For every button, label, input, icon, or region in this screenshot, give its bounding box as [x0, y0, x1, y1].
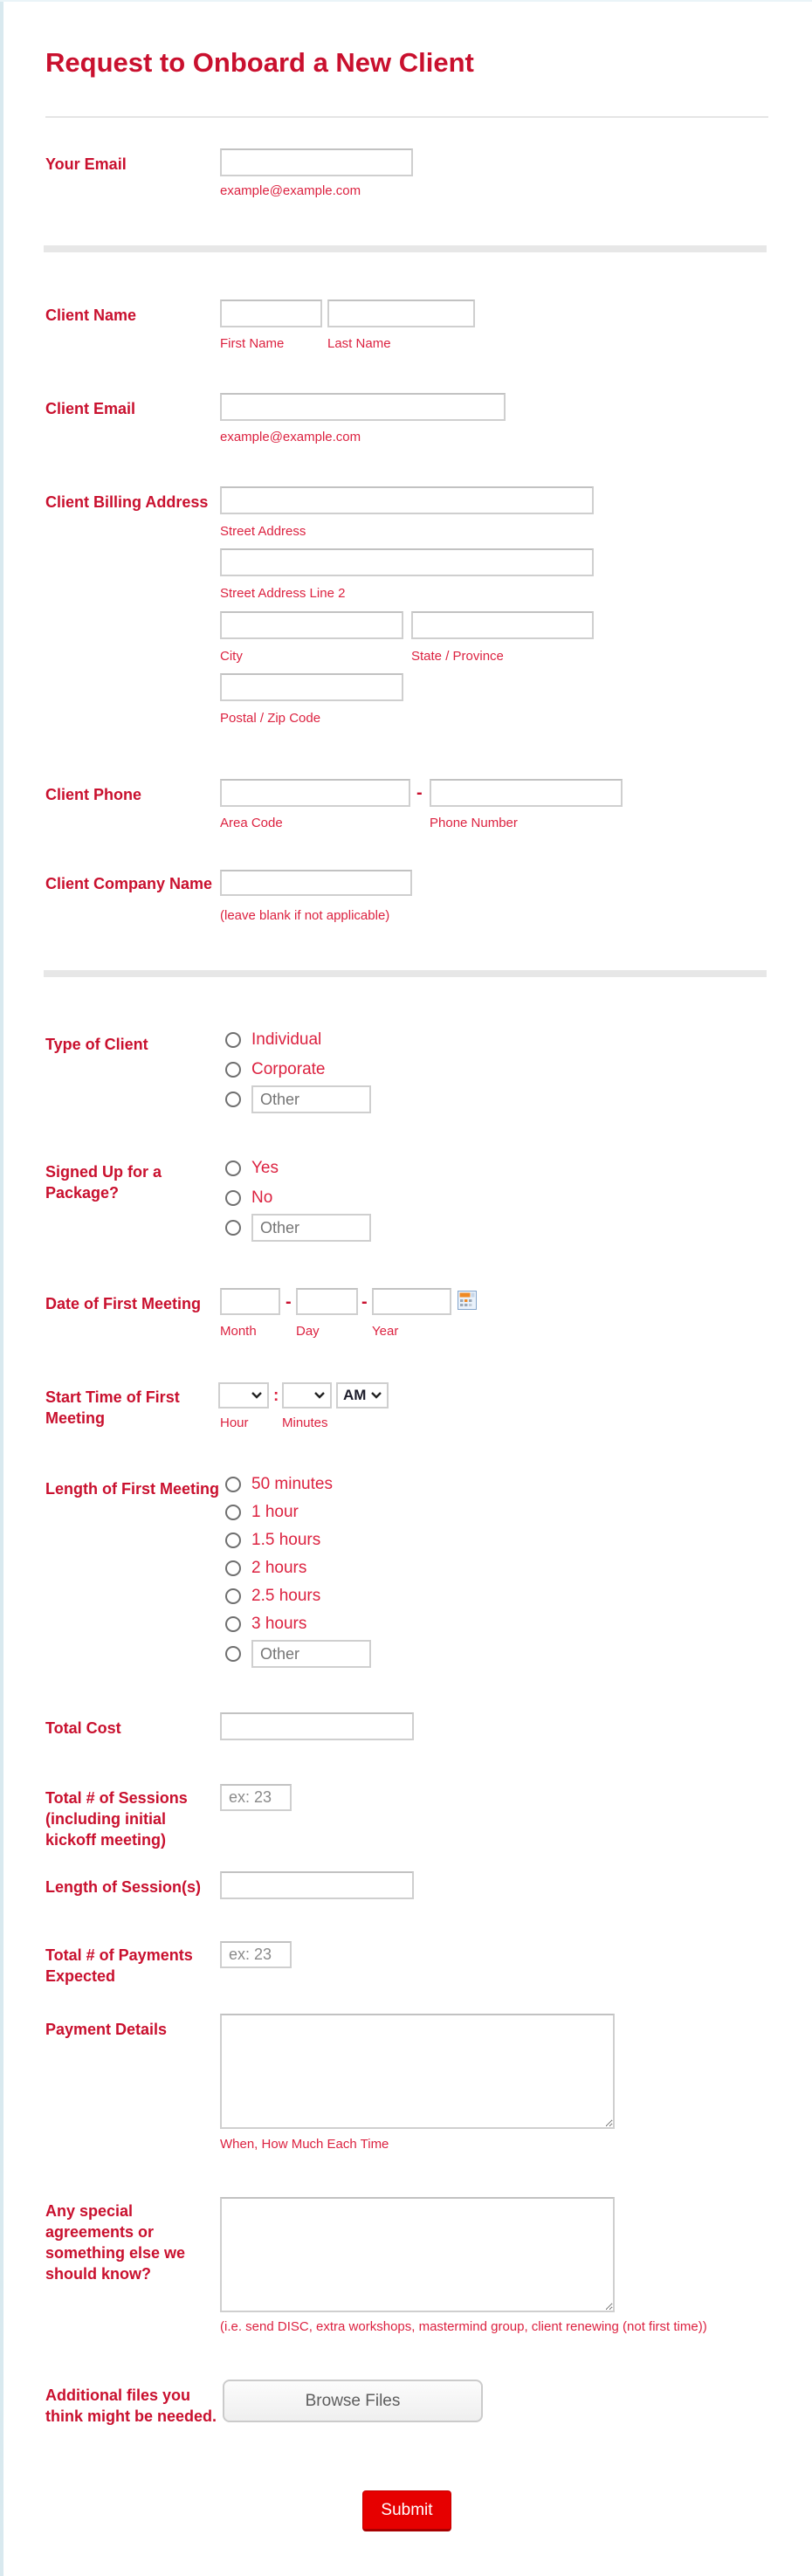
ampm-select[interactable]	[336, 1382, 389, 1409]
length-first-meeting-label: Length of First Meeting	[45, 1480, 219, 1498]
company-name-sublabel: (leave blank if not applicable)	[220, 908, 390, 923]
page-top-edge	[0, 0, 812, 2]
phone-separator: -	[416, 783, 423, 802]
total-cost-label: Total Cost	[45, 1719, 121, 1737]
calendar-picker-icon[interactable]	[458, 1291, 477, 1310]
package-radio-row	[225, 1188, 272, 1208]
client-phone-label: Client Phone	[45, 786, 142, 803]
agreements-sublabel: (i.e. send DISC, extra workshops, mastermind group, client renewing (not first time))	[220, 2319, 707, 2334]
street-address2-input[interactable]	[220, 548, 594, 576]
month-input[interactable]	[220, 1288, 280, 1315]
your-email-label: Your Email	[45, 155, 127, 173]
ampm-select-value: AM	[343, 1387, 367, 1403]
month-sublabel: Month	[220, 1324, 257, 1339]
submit-button[interactable]: Submit	[362, 2490, 451, 2531]
chevron-down-icon	[371, 1392, 382, 1399]
billing-address-label: Client Billing Address	[45, 493, 209, 511]
length-2.5hours-option-label: 2.5 hours	[251, 1587, 321, 1605]
length-50min-radio[interactable]	[225, 1477, 241, 1492]
client-email-sublabel: example@example.com	[220, 430, 361, 444]
hour-select[interactable]	[218, 1382, 269, 1409]
company-name-label: Client Company Name	[45, 875, 213, 892]
length-radio-row	[225, 1615, 306, 1634]
length-1hour-option-label: 1 hour	[251, 1503, 299, 1521]
type-other-input[interactable]	[251, 1085, 371, 1113]
last-name-sublabel: Last Name	[327, 336, 391, 351]
time-colon: :	[273, 1387, 279, 1405]
agreements-textarea[interactable]	[220, 2197, 615, 2312]
year-input[interactable]	[372, 1288, 451, 1315]
agreements-label: Any special agreements or something else we should know?	[45, 2202, 186, 2283]
length-1hour-radio[interactable]	[225, 1505, 241, 1520]
page-left-edge	[0, 0, 3, 2576]
your-email-input[interactable]	[220, 148, 413, 176]
length-2hours-option-label: 2 hours	[251, 1559, 307, 1577]
phone-number-sublabel: Phone Number	[430, 816, 518, 830]
package-label: Signed Up for a Package?	[45, 1163, 162, 1202]
additional-files-label: Additional files you think might be needed.	[45, 2387, 217, 2425]
length-1.5hours-option-label: 1.5 hours	[251, 1531, 321, 1549]
length-other-input[interactable]	[251, 1640, 371, 1668]
street-address-input[interactable]	[220, 486, 594, 514]
year-sublabel: Year	[372, 1324, 399, 1339]
payment-details-sublabel: When, How Much Each Time	[220, 2137, 389, 2152]
session-length-input[interactable]	[220, 1871, 414, 1899]
phone-number-input[interactable]	[430, 779, 623, 807]
length-radio-row	[225, 1503, 299, 1522]
package-radio-row	[225, 1159, 279, 1178]
type-individual-option-label: Individual	[251, 1030, 322, 1049]
package-radio-row	[225, 1214, 371, 1242]
package-yes-radio[interactable]	[225, 1161, 241, 1176]
minutes-select[interactable]	[282, 1382, 332, 1409]
start-time-label: Start Time of First Meeting	[45, 1388, 180, 1427]
day-input[interactable]	[296, 1288, 358, 1315]
session-length-label: Length of Session(s)	[45, 1878, 202, 1896]
area-code-input[interactable]	[220, 779, 410, 807]
date-separator: -	[286, 1292, 292, 1312]
length-radio-row	[225, 1587, 320, 1606]
length-other-radio[interactable]	[225, 1646, 241, 1662]
length-radio-row	[225, 1640, 371, 1668]
hour-sublabel: Hour	[220, 1415, 249, 1430]
street-address2-sublabel: Street Address Line 2	[220, 586, 346, 601]
street-address-sublabel: Street Address	[220, 524, 306, 539]
chevron-down-icon	[314, 1392, 325, 1399]
type-individual-radio[interactable]	[225, 1032, 241, 1048]
area-code-sublabel: Area Code	[220, 816, 283, 830]
state-input[interactable]	[411, 611, 594, 639]
length-radio-row	[225, 1531, 320, 1550]
section-divider	[44, 245, 767, 252]
minutes-sublabel: Minutes	[282, 1415, 328, 1430]
type-corporate-radio[interactable]	[225, 1062, 241, 1078]
length-1.5hours-radio[interactable]	[225, 1533, 241, 1548]
browse-files-button[interactable]: Browse Files	[223, 2380, 483, 2422]
total-payments-input[interactable]	[220, 1941, 292, 1968]
first-name-sublabel: First Name	[220, 336, 285, 351]
total-cost-input[interactable]	[220, 1712, 414, 1740]
form-title: Request to Onboard a New Client	[45, 47, 474, 78]
your-email-sublabel: example@example.com	[220, 183, 361, 198]
package-no-option-label: No	[251, 1188, 273, 1207]
payment-details-textarea[interactable]	[220, 2014, 615, 2129]
chevron-down-icon	[251, 1392, 262, 1399]
package-other-input[interactable]	[251, 1214, 371, 1242]
header-divider	[45, 116, 768, 118]
company-name-input[interactable]	[220, 870, 412, 896]
length-2.5hours-radio[interactable]	[225, 1588, 241, 1604]
length-radio-row	[225, 1559, 306, 1578]
first-name-input[interactable]	[220, 300, 322, 327]
type-radio-row	[225, 1085, 371, 1113]
payment-details-label: Payment Details	[45, 2021, 168, 2038]
client-email-label: Client Email	[45, 400, 136, 417]
type-of-client-label: Type of Client	[45, 1036, 148, 1053]
total-payments-label: Total # of Payments Expected	[45, 1946, 193, 1985]
length-3hours-radio[interactable]	[225, 1616, 241, 1632]
section-divider	[44, 970, 767, 977]
package-yes-option-label: Yes	[251, 1159, 279, 1177]
type-radio-row	[225, 1060, 326, 1079]
type-corporate-option-label: Corporate	[251, 1060, 326, 1078]
date-first-meeting-label: Date of First Meeting	[45, 1295, 202, 1312]
length-radio-row	[225, 1475, 333, 1494]
package-other-radio[interactable]	[225, 1220, 241, 1236]
package-no-radio[interactable]	[225, 1190, 241, 1206]
postal-sublabel: Postal / Zip Code	[220, 711, 321, 726]
state-sublabel: State / Province	[411, 649, 504, 664]
length-50min-option-label: 50 minutes	[251, 1475, 333, 1493]
city-input[interactable]	[220, 611, 403, 639]
total-sessions-input[interactable]	[220, 1784, 292, 1811]
date-separator: -	[361, 1292, 368, 1312]
length-2hours-radio[interactable]	[225, 1560, 241, 1576]
postal-input[interactable]	[220, 673, 403, 701]
length-3hours-option-label: 3 hours	[251, 1615, 307, 1633]
total-sessions-label: Total # of Sessions (including initial kickoff meeting)	[45, 1789, 188, 1849]
city-sublabel: City	[220, 649, 243, 664]
client-email-input[interactable]	[220, 393, 506, 421]
type-other-radio[interactable]	[225, 1092, 241, 1107]
day-sublabel: Day	[296, 1324, 320, 1339]
client-name-label: Client Name	[45, 307, 137, 324]
last-name-input[interactable]	[327, 300, 475, 327]
type-radio-row	[225, 1030, 321, 1050]
